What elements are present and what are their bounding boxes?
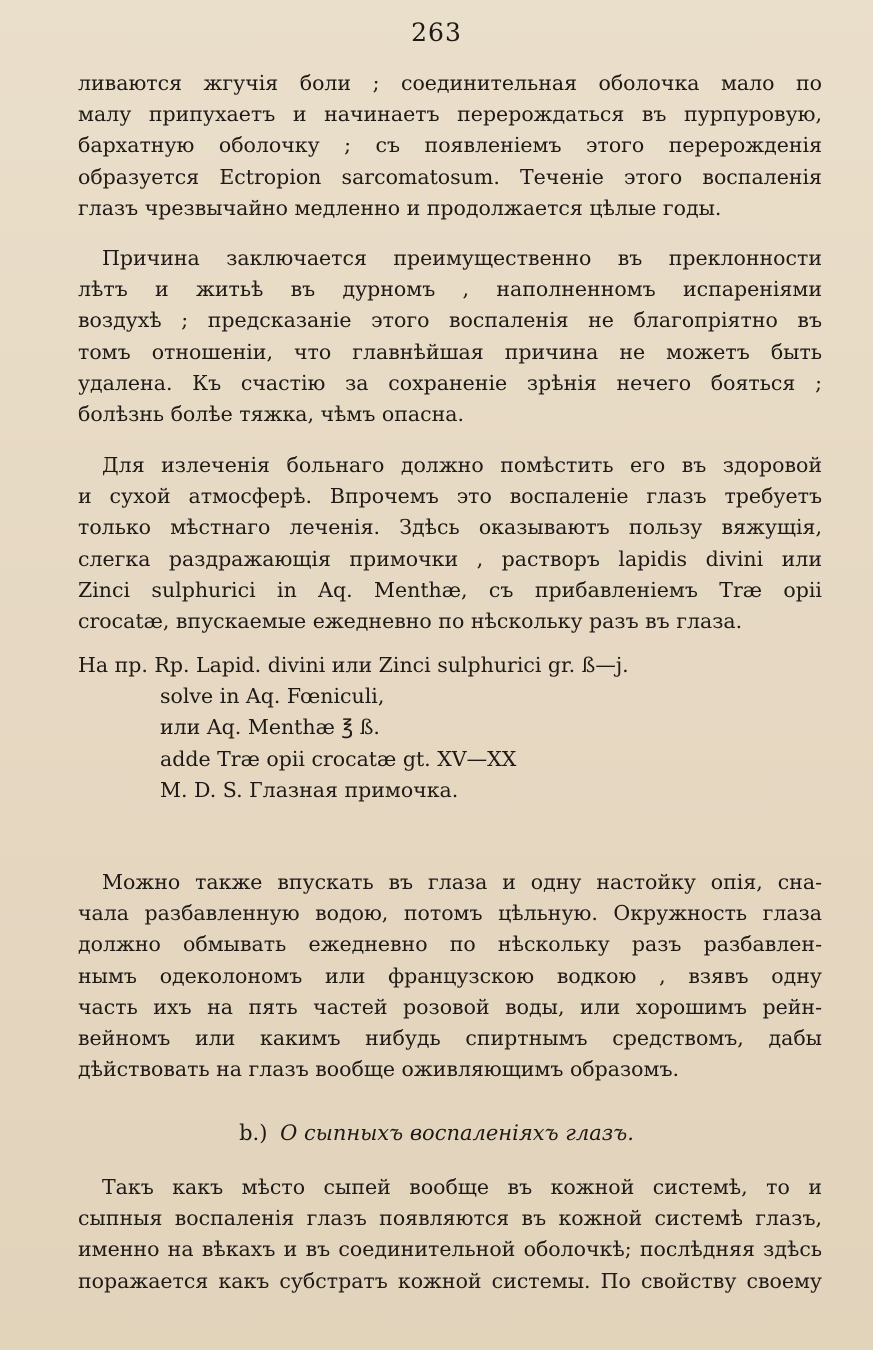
text-line: только мѣстнаго леченія. Здѣсь оказываютъ пользу вяжущія, xyxy=(78,515,822,540)
text-line: томъ отношеніи, что главнѣйшая причина не можетъ быть xyxy=(78,339,822,364)
text-line: чала разбавленную водою, потомъ цѣльную. Окружность глаза xyxy=(78,901,822,926)
text-line: Причина заключается преимущественно въ преклонности xyxy=(102,246,822,270)
text-line: сыпныя воспаленія глазъ появляются въ кожной системѣ глазъ, xyxy=(78,1206,822,1231)
text-line: вейномъ или какимъ нибудь спиртнымъ средствомъ, дабы xyxy=(78,1026,822,1051)
prescription xyxy=(78,650,822,806)
text-line: бархатную оболочку ; съ появленіемъ этого перерожденія xyxy=(78,133,822,158)
text-line: Такъ какъ мѣсто сыпей вообще въ кожной системѣ, то и xyxy=(102,1175,822,1199)
text-line: воздухѣ ; предсказаніе этого воспаленія не благопріятно въ xyxy=(78,308,822,333)
text-line: удалена. Къ счастію за сохраненіе зрѣнія нечего бояться ; xyxy=(78,370,822,395)
text-line: образуется Ectropion sarcomatosum. Теченіе этого воспаленія xyxy=(78,164,822,189)
text-line: слегка раздражающія примочки , растворъ lapidis divini или xyxy=(78,546,822,571)
section-heading xyxy=(0,1121,873,1145)
page-number: 263 xyxy=(411,18,462,47)
text-line: crocatæ, впускаемые ежедневно по нѣскольку разъ въ глаза. xyxy=(78,609,743,634)
text-line: Zinci sulphurici in Aq. Menthæ, съ прибавленіемъ Træ opii xyxy=(78,577,822,602)
recipe-line: M. D. S. Глазная примочка. xyxy=(160,777,459,802)
text-line: должно обмывать ежедневно по нѣскольку разъ разбавлен- xyxy=(78,932,822,957)
text-line: поражается какъ субстратъ кожной системы. По свойству своему xyxy=(78,1268,822,1293)
recipe-line: На пр. Rp. Lapid. divini или Zinci sulphurici gr. ß—j. xyxy=(78,653,629,677)
text-line: Можно также впускать въ глаза и одну настойку опія, сна- xyxy=(102,870,822,894)
paragraph-4 xyxy=(78,867,822,1085)
recipe-line: solve in Aq. Fœniculi, xyxy=(160,684,385,709)
text-line: малу припухаетъ и начинаетъ перерождаться въ пурпуровую, xyxy=(78,102,822,127)
paragraph-5 xyxy=(78,1172,822,1297)
recipe-line: или Aq. Menthæ ℥ ß. xyxy=(160,715,380,740)
paragraph-3 xyxy=(78,450,822,637)
paragraph-2 xyxy=(78,243,822,430)
text-line: глазъ чрезвычайно медленно и продолжается цѣлые годы. xyxy=(78,195,722,220)
recipe-line: adde Træ opii crocatæ gt. XV—XX xyxy=(160,746,517,771)
text-line: именно на вѣкахъ и въ соединительной оболочкѣ; послѣдняя здѣсь xyxy=(78,1237,822,1262)
text-line: ливаются жгучія боли ; соединительная оболочка мало по xyxy=(78,71,822,95)
text-line: дѣйствовать на глазъ вообще оживляющимъ образомъ. xyxy=(78,1057,680,1082)
text-line: болѣзнь болѣе тяжка, чѣмъ опасна. xyxy=(78,402,465,427)
text-line: Для излеченія больнаго должно помѣстить его въ здоровой xyxy=(102,453,822,477)
section-title: О сыпныхъ воспаленіяхъ глазъ. xyxy=(280,1121,634,1145)
text-line: и сухой атмосферѣ. Впрочемъ это воспаленіе глазъ требуетъ xyxy=(78,484,822,509)
section-marker: b.) xyxy=(239,1121,268,1145)
text-line: часть ихъ на пять частей розовой воды, или хорошимъ рейн- xyxy=(78,994,822,1019)
paragraph-1 xyxy=(78,68,822,224)
text-line: нымъ одеколономъ или французскою водкою , взявъ одну xyxy=(78,963,822,988)
text-line: лѣтъ и житьѣ въ дурномъ , наполненномъ испареніями xyxy=(78,277,822,302)
